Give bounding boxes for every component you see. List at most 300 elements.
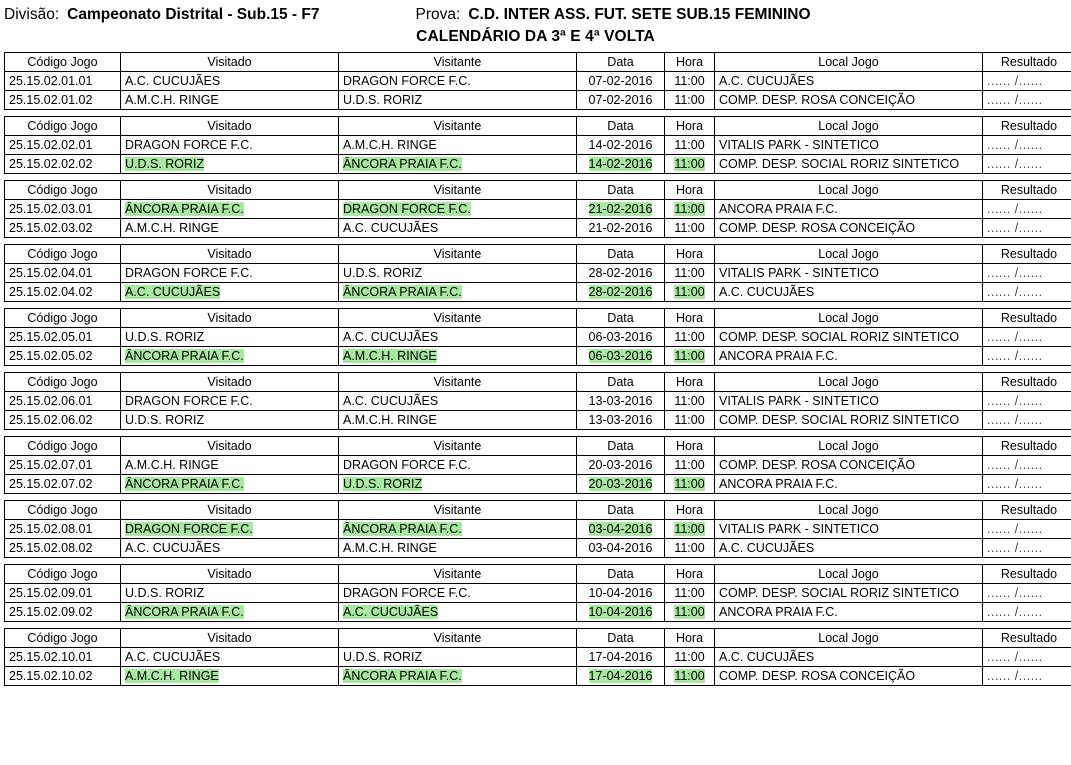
- column-header-result: Resultado: [983, 629, 1071, 648]
- column-header-home: Visitado: [121, 629, 339, 648]
- column-header-date: Data: [577, 501, 665, 520]
- home-team-cell: [121, 603, 339, 622]
- table-row: [5, 219, 1071, 238]
- column-header-date: Data: [577, 245, 665, 264]
- round-block: [0, 372, 1071, 430]
- match-venue-cell: COMP. DESP. ROSA CONCEIÇÃO: [715, 456, 983, 475]
- result-cell[interactable]: ...... /......: [983, 584, 1071, 603]
- column-header-result: Resultado: [983, 373, 1071, 392]
- away-team-cell: DRAGON FORCE F.C.: [339, 72, 577, 91]
- column-header-date: Data: [577, 53, 665, 72]
- match-date-cell: [577, 283, 665, 302]
- table-row: [5, 475, 1071, 494]
- page-subtitle: CALENDÁRIO DA 3ª E 4ª VOLTA: [416, 28, 655, 45]
- column-header-date: Data: [577, 437, 665, 456]
- table-header-row: [5, 565, 1071, 584]
- away-team-cell: [339, 347, 577, 366]
- home-team-cell: U.D.S. RORIZ: [121, 411, 339, 430]
- column-header-home: Visitado: [121, 437, 339, 456]
- highlight-mark: A.C. CUCUJÃES: [125, 285, 221, 299]
- home-team-cell: [121, 155, 339, 174]
- column-header-date: Data: [577, 181, 665, 200]
- highlight-mark: 10-04-2016: [588, 605, 653, 619]
- column-header-away: Visitante: [339, 501, 577, 520]
- highlight-mark: A.M.C.H. RINGE: [125, 669, 219, 683]
- column-header-time: Hora: [665, 309, 715, 328]
- column-header-date: Data: [577, 565, 665, 584]
- round-block: [0, 180, 1071, 238]
- table-row: [5, 155, 1071, 174]
- match-date-cell: [577, 475, 665, 494]
- match-time-cell: 11:00: [665, 328, 715, 347]
- match-time-cell: [665, 155, 715, 174]
- column-header-away: Visitante: [339, 181, 577, 200]
- column-header-away: Visitante: [339, 565, 577, 584]
- away-team-cell: DRAGON FORCE F.C.: [339, 584, 577, 603]
- match-time-cell: [665, 347, 715, 366]
- away-team-cell: [339, 155, 577, 174]
- match-time-cell: [665, 283, 715, 302]
- away-team-cell: [339, 475, 577, 494]
- column-header-venue: Local Jogo: [715, 373, 983, 392]
- match-venue-cell: ANCORA PRAIA F.C.: [715, 603, 983, 622]
- match-date-cell: 14-02-2016: [577, 136, 665, 155]
- highlight-mark: ÂNCORA PRAIA F.C.: [125, 349, 244, 363]
- match-date-cell: [577, 155, 665, 174]
- away-team-cell: A.C. CUCUJÃES: [339, 219, 577, 238]
- match-date-cell: [577, 667, 665, 686]
- home-team-cell: A.C. CUCUJÃES: [121, 539, 339, 558]
- home-team-cell: U.D.S. RORIZ: [121, 584, 339, 603]
- round-block: [0, 244, 1071, 302]
- column-header-result: Resultado: [983, 501, 1071, 520]
- column-header-away: Visitante: [339, 373, 577, 392]
- match-date-cell: 17-04-2016: [577, 648, 665, 667]
- result-cell[interactable]: ...... /......: [983, 603, 1071, 622]
- match-code-cell: 25.15.02.07.01: [5, 456, 121, 475]
- result-cell[interactable]: ...... /......: [983, 520, 1071, 539]
- match-code-cell: 25.15.02.06.01: [5, 392, 121, 411]
- column-header-time: Hora: [665, 565, 715, 584]
- table-header-row: [5, 181, 1071, 200]
- divisao-group: [4, 6, 320, 24]
- prova-group: [416, 6, 811, 24]
- match-venue-cell: VITALIS PARK - SINTETICO: [715, 392, 983, 411]
- home-team-cell: DRAGON FORCE F.C.: [121, 264, 339, 283]
- column-header-away: Visitante: [339, 309, 577, 328]
- match-venue-cell: COMP. DESP. ROSA CONCEIÇÃO: [715, 219, 983, 238]
- column-header-home: Visitado: [121, 245, 339, 264]
- highlight-mark: ÂNCORA PRAIA F.C.: [125, 605, 244, 619]
- match-venue-cell: COMP. DESP. SOCIAL RORIZ SINTETICO: [715, 584, 983, 603]
- column-header-home: Visitado: [121, 309, 339, 328]
- column-header-result: Resultado: [983, 53, 1071, 72]
- column-header-home: Visitado: [121, 117, 339, 136]
- highlight-mark: DRAGON FORCE F.C.: [343, 202, 471, 216]
- match-date-cell: [577, 347, 665, 366]
- result-cell[interactable]: ...... /......: [983, 136, 1071, 155]
- match-venue-cell: VITALIS PARK - SINTETICO: [715, 520, 983, 539]
- round-table: [4, 308, 1071, 366]
- away-team-cell: DRAGON FORCE F.C.: [339, 456, 577, 475]
- away-team-cell: U.D.S. RORIZ: [339, 91, 577, 110]
- column-header-venue: Local Jogo: [715, 629, 983, 648]
- match-venue-cell: A.C. CUCUJÃES: [715, 72, 983, 91]
- match-date-cell: [577, 520, 665, 539]
- column-header-result: Resultado: [983, 245, 1071, 264]
- result-cell[interactable]: ...... /......: [983, 264, 1071, 283]
- column-header-time: Hora: [665, 373, 715, 392]
- column-header-venue: Local Jogo: [715, 437, 983, 456]
- column-header-date: Data: [577, 373, 665, 392]
- match-time-cell: 11:00: [665, 219, 715, 238]
- column-header-time: Hora: [665, 53, 715, 72]
- highlight-mark: 06-03-2016: [588, 349, 653, 363]
- away-team-cell: A.M.C.H. RINGE: [339, 411, 577, 430]
- prova-label: Prova:: [415, 6, 461, 23]
- highlight-mark: 11:00: [674, 202, 705, 216]
- match-code-cell: 25.15.02.08.02: [5, 539, 121, 558]
- highlight-mark: ÂNCORA PRAIA F.C.: [343, 522, 462, 536]
- match-venue-cell: A.C. CUCUJÃES: [715, 283, 983, 302]
- result-cell[interactable]: ...... /......: [983, 392, 1071, 411]
- match-time-cell: [665, 475, 715, 494]
- match-code-cell: 25.15.02.10.02: [5, 667, 121, 686]
- match-time-cell: 11:00: [665, 72, 715, 91]
- match-date-cell: 06-03-2016: [577, 328, 665, 347]
- column-header-time: Hora: [665, 629, 715, 648]
- match-date-cell: [577, 603, 665, 622]
- match-date-cell: 03-04-2016: [577, 539, 665, 558]
- match-time-cell: 11:00: [665, 539, 715, 558]
- table-row: [5, 667, 1071, 686]
- away-team-cell: [339, 520, 577, 539]
- table-row: [5, 603, 1071, 622]
- round-table: [4, 372, 1071, 430]
- highlight-mark: 20-03-2016: [588, 477, 653, 491]
- column-header-venue: Local Jogo: [715, 565, 983, 584]
- round-block: [0, 116, 1071, 174]
- column-header-code: Código Jogo: [5, 309, 121, 328]
- column-header-code: Código Jogo: [5, 117, 121, 136]
- match-code-cell: 25.15.02.04.01: [5, 264, 121, 283]
- table-row: [5, 91, 1071, 110]
- column-header-home: Visitado: [121, 501, 339, 520]
- round-block: [0, 308, 1071, 366]
- match-time-cell: 11:00: [665, 264, 715, 283]
- match-code-cell: 25.15.02.04.02: [5, 283, 121, 302]
- round-table: [4, 500, 1071, 558]
- home-team-cell: [121, 347, 339, 366]
- prova-value: C.D. INTER ASS. FUT. SETE SUB.15 FEMININO: [468, 6, 811, 23]
- match-time-cell: 11:00: [665, 648, 715, 667]
- home-team-cell: [121, 283, 339, 302]
- match-time-cell: 11:00: [665, 411, 715, 430]
- match-code-cell: 25.15.02.03.01: [5, 200, 121, 219]
- match-code-cell: 25.15.02.08.01: [5, 520, 121, 539]
- column-header-time: Hora: [665, 181, 715, 200]
- column-header-venue: Local Jogo: [715, 501, 983, 520]
- match-venue-cell: COMP. DESP. SOCIAL RORIZ SINTETICO: [715, 411, 983, 430]
- table-row: [5, 328, 1071, 347]
- match-venue-cell: A.C. CUCUJÃES: [715, 539, 983, 558]
- document-header: [0, 0, 1071, 24]
- home-team-cell: U.D.S. RORIZ: [121, 328, 339, 347]
- column-header-result: Resultado: [983, 181, 1071, 200]
- table-header-row: [5, 629, 1071, 648]
- match-venue-cell: ANCORA PRAIA F.C.: [715, 475, 983, 494]
- match-venue-cell: ANCORA PRAIA F.C.: [715, 347, 983, 366]
- highlight-mark: A.C. CUCUJÃES: [343, 605, 439, 619]
- match-code-cell: 25.15.02.03.02: [5, 219, 121, 238]
- away-team-cell: A.C. CUCUJÃES: [339, 328, 577, 347]
- result-cell[interactable]: ...... /......: [983, 347, 1071, 366]
- home-team-cell: [121, 520, 339, 539]
- result-cell[interactable]: ...... /......: [983, 91, 1071, 110]
- round-block: [0, 52, 1071, 110]
- column-header-away: Visitante: [339, 53, 577, 72]
- table-row: [5, 584, 1071, 603]
- column-header-away: Visitante: [339, 245, 577, 264]
- table-row: [5, 72, 1071, 91]
- table-header-row: [5, 309, 1071, 328]
- highlight-mark: 11:00: [674, 349, 705, 363]
- column-header-date: Data: [577, 117, 665, 136]
- table-row: [5, 411, 1071, 430]
- table-header-row: [5, 373, 1071, 392]
- highlight-mark: 17-04-2016: [588, 669, 653, 683]
- column-header-code: Código Jogo: [5, 53, 121, 72]
- highlight-mark: 03-04-2016: [588, 522, 653, 536]
- column-header-code: Código Jogo: [5, 501, 121, 520]
- result-cell[interactable]: ...... /......: [983, 475, 1071, 494]
- result-cell[interactable]: ...... /......: [983, 155, 1071, 174]
- result-cell[interactable]: ...... /......: [983, 328, 1071, 347]
- match-date-cell: 07-02-2016: [577, 72, 665, 91]
- table-header-row: [5, 245, 1071, 264]
- rounds-container: [0, 52, 1071, 686]
- column-header-home: Visitado: [121, 53, 339, 72]
- column-header-code: Código Jogo: [5, 181, 121, 200]
- match-time-cell: [665, 603, 715, 622]
- column-header-result: Resultado: [983, 565, 1071, 584]
- round-table: [4, 628, 1071, 686]
- match-code-cell: 25.15.02.06.02: [5, 411, 121, 430]
- column-header-code: Código Jogo: [5, 565, 121, 584]
- highlight-mark: 11:00: [674, 157, 705, 171]
- round-block: [0, 436, 1071, 494]
- table-row: [5, 136, 1071, 155]
- home-team-cell: A.C. CUCUJÃES: [121, 72, 339, 91]
- match-date-cell: 07-02-2016: [577, 91, 665, 110]
- match-venue-cell: COMP. DESP. SOCIAL RORIZ SINTETICO: [715, 328, 983, 347]
- match-venue-cell: VITALIS PARK - SINTETICO: [715, 136, 983, 155]
- highlight-mark: ÂNCORA PRAIA F.C.: [125, 477, 244, 491]
- away-team-cell: [339, 283, 577, 302]
- match-date-cell: [577, 200, 665, 219]
- home-team-cell: A.C. CUCUJÃES: [121, 648, 339, 667]
- away-team-cell: A.M.C.H. RINGE: [339, 539, 577, 558]
- match-venue-cell: COMP. DESP. ROSA CONCEIÇÃO: [715, 667, 983, 686]
- round-table: [4, 244, 1071, 302]
- match-venue-cell: VITALIS PARK - SINTETICO: [715, 264, 983, 283]
- result-cell[interactable]: ...... /......: [983, 219, 1071, 238]
- column-header-away: Visitante: [339, 629, 577, 648]
- column-header-result: Resultado: [983, 437, 1071, 456]
- highlight-mark: 11:00: [674, 285, 705, 299]
- table-row: [5, 392, 1071, 411]
- round-block: [0, 628, 1071, 686]
- column-header-home: Visitado: [121, 565, 339, 584]
- highlight-mark: ÂNCORA PRAIA F.C.: [343, 669, 462, 683]
- result-cell[interactable]: ...... /......: [983, 283, 1071, 302]
- match-time-cell: [665, 520, 715, 539]
- match-code-cell: 25.15.02.02.01: [5, 136, 121, 155]
- away-team-cell: U.D.S. RORIZ: [339, 648, 577, 667]
- round-block: [0, 564, 1071, 622]
- highlight-mark: A.M.C.H. RINGE: [343, 349, 437, 363]
- match-code-cell: 25.15.02.05.02: [5, 347, 121, 366]
- result-cell[interactable]: ...... /......: [983, 200, 1071, 219]
- table-row: [5, 456, 1071, 475]
- match-venue-cell: A.C. CUCUJÃES: [715, 648, 983, 667]
- table-row: [5, 520, 1071, 539]
- round-table: [4, 180, 1071, 238]
- result-cell[interactable]: ...... /......: [983, 648, 1071, 667]
- match-code-cell: 25.15.02.01.02: [5, 91, 121, 110]
- table-header-row: [5, 501, 1071, 520]
- column-header-home: Visitado: [121, 181, 339, 200]
- match-code-cell: 25.15.02.09.01: [5, 584, 121, 603]
- match-time-cell: [665, 200, 715, 219]
- match-code-cell: 25.15.02.10.01: [5, 648, 121, 667]
- highlight-mark: 14-02-2016: [588, 157, 653, 171]
- match-time-cell: 11:00: [665, 392, 715, 411]
- away-team-cell: A.C. CUCUJÃES: [339, 392, 577, 411]
- home-team-cell: A.M.C.H. RINGE: [121, 91, 339, 110]
- column-header-code: Código Jogo: [5, 373, 121, 392]
- column-header-time: Hora: [665, 245, 715, 264]
- highlight-mark: U.D.S. RORIZ: [125, 157, 205, 171]
- home-team-cell: A.M.C.H. RINGE: [121, 219, 339, 238]
- match-time-cell: 11:00: [665, 584, 715, 603]
- column-header-venue: Local Jogo: [715, 181, 983, 200]
- table-header-row: [5, 437, 1071, 456]
- column-header-home: Visitado: [121, 373, 339, 392]
- divisao-value: Campeonato Distrital - Sub.15 - F7: [67, 6, 320, 23]
- match-code-cell: 25.15.02.01.01: [5, 72, 121, 91]
- away-team-cell: A.M.C.H. RINGE: [339, 136, 577, 155]
- table-row: [5, 283, 1071, 302]
- result-cell[interactable]: ...... /......: [983, 72, 1071, 91]
- table-row: [5, 264, 1071, 283]
- home-team-cell: DRAGON FORCE F.C.: [121, 136, 339, 155]
- column-header-venue: Local Jogo: [715, 309, 983, 328]
- column-header-venue: Local Jogo: [715, 117, 983, 136]
- match-code-cell: 25.15.02.07.02: [5, 475, 121, 494]
- table-row: [5, 347, 1071, 366]
- highlight-mark: ÂNCORA PRAIA F.C.: [343, 285, 462, 299]
- column-header-venue: Local Jogo: [715, 245, 983, 264]
- column-header-code: Código Jogo: [5, 629, 121, 648]
- match-code-cell: 25.15.02.09.02: [5, 603, 121, 622]
- match-date-cell: 13-03-2016: [577, 392, 665, 411]
- column-header-away: Visitante: [339, 437, 577, 456]
- round-table: [4, 52, 1071, 110]
- column-header-time: Hora: [665, 501, 715, 520]
- away-team-cell: [339, 667, 577, 686]
- match-venue-cell: COMP. DESP. ROSA CONCEIÇÃO: [715, 91, 983, 110]
- round-block: [0, 500, 1071, 558]
- column-header-result: Resultado: [983, 117, 1071, 136]
- highlight-mark: 11:00: [674, 477, 705, 491]
- round-table: [4, 116, 1071, 174]
- result-cell[interactable]: ...... /......: [983, 411, 1071, 430]
- home-team-cell: [121, 667, 339, 686]
- column-header-code: Código Jogo: [5, 437, 121, 456]
- home-team-cell: [121, 475, 339, 494]
- match-venue-cell: COMP. DESP. SOCIAL RORIZ SINTETICO: [715, 155, 983, 174]
- highlight-mark: ÂNCORA PRAIA F.C.: [125, 202, 244, 216]
- home-team-cell: A.M.C.H. RINGE: [121, 456, 339, 475]
- divisao-label: Divisão:: [4, 6, 60, 23]
- match-date-cell: 13-03-2016: [577, 411, 665, 430]
- highlight-mark: 11:00: [674, 669, 705, 683]
- match-date-cell: 28-02-2016: [577, 264, 665, 283]
- round-table: [4, 436, 1071, 494]
- highlight-mark: 11:00: [674, 522, 705, 536]
- column-header-code: Código Jogo: [5, 245, 121, 264]
- highlight-mark: ÂNCORA PRAIA F.C.: [343, 157, 462, 171]
- match-date-cell: 10-04-2016: [577, 584, 665, 603]
- home-team-cell: [121, 200, 339, 219]
- highlight-mark: U.D.S. RORIZ: [343, 477, 423, 491]
- away-team-cell: U.D.S. RORIZ: [339, 264, 577, 283]
- highlight-mark: DRAGON FORCE F.C.: [125, 522, 253, 536]
- table-header-row: [5, 117, 1071, 136]
- match-code-cell: 25.15.02.05.01: [5, 328, 121, 347]
- match-time-cell: 11:00: [665, 136, 715, 155]
- table-header-row: [5, 53, 1071, 72]
- column-header-time: Hora: [665, 437, 715, 456]
- column-header-venue: Local Jogo: [715, 53, 983, 72]
- result-cell[interactable]: ...... /......: [983, 539, 1071, 558]
- highlight-mark: 28-02-2016: [588, 285, 653, 299]
- table-row: [5, 539, 1071, 558]
- match-date-cell: 21-02-2016: [577, 219, 665, 238]
- away-team-cell: [339, 603, 577, 622]
- match-time-cell: 11:00: [665, 91, 715, 110]
- result-cell[interactable]: ...... /......: [983, 456, 1071, 475]
- column-header-away: Visitante: [339, 117, 577, 136]
- match-time-cell: [665, 667, 715, 686]
- column-header-result: Resultado: [983, 309, 1071, 328]
- result-cell[interactable]: ...... /......: [983, 667, 1071, 686]
- match-date-cell: 20-03-2016: [577, 456, 665, 475]
- column-header-time: Hora: [665, 117, 715, 136]
- column-header-date: Data: [577, 309, 665, 328]
- column-header-date: Data: [577, 629, 665, 648]
- home-team-cell: DRAGON FORCE F.C.: [121, 392, 339, 411]
- table-row: [5, 200, 1071, 219]
- match-code-cell: 25.15.02.02.02: [5, 155, 121, 174]
- highlight-mark: 11:00: [674, 605, 705, 619]
- match-venue-cell: ANCORA PRAIA F.C.: [715, 200, 983, 219]
- highlight-mark: 21-02-2016: [588, 202, 653, 216]
- table-row: [5, 648, 1071, 667]
- round-table: [4, 564, 1071, 622]
- match-time-cell: 11:00: [665, 456, 715, 475]
